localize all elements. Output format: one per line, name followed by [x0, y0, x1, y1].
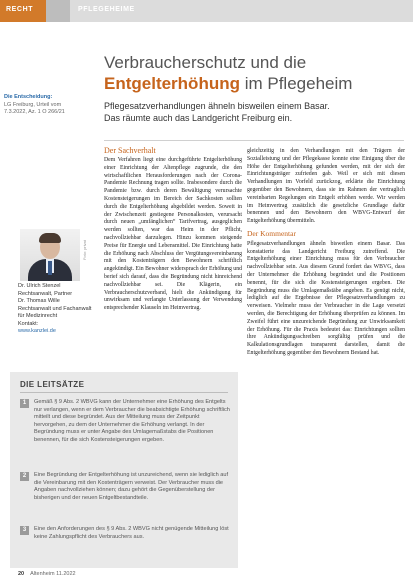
leitsatz-text: Eine Begründung der Entgelterhöhung ist unzureichend, wenn sie lediglich auf die Vereinbarung mit den Kostenträgern verweist. Der Verbraucher muss die Angaben nachvollziehen können; dazu gehört die Gegenüberstellung der bisherigen und der neuen Entgeltbestandteile. — [34, 472, 229, 501]
article-column-1 — [104, 157, 242, 313]
decision-note — [4, 94, 76, 117]
decision-note-body: LG Freiburg, Urteil vom 7.3.2022, Az. 1 O 266/21 — [4, 101, 65, 115]
author-info — [18, 283, 96, 336]
section-tab-divider — [46, 0, 70, 22]
author-contact-label: Kontakt: — [18, 320, 39, 327]
author-photo-hair — [39, 233, 61, 243]
footer-source: Altenheim 11.2022 — [30, 571, 76, 577]
section-heading-sachverhalt: Der Sachverhalt — [104, 146, 156, 155]
headline-accent: Entgelterhöhung — [104, 74, 240, 93]
leitsatz-number: 3 — [20, 526, 29, 535]
page-number: 20 — [18, 571, 25, 577]
page-footer — [18, 571, 76, 577]
divider — [104, 140, 404, 141]
author-contact-link[interactable]: www.kanzlei.de — [18, 328, 56, 334]
section-header-bar — [0, 0, 413, 22]
author-line-2: Rechtsanwalt und Fachanwalt — [18, 305, 92, 312]
leitsatz-number: 1 — [20, 399, 29, 408]
author-line-1: Dr. Thomas Wille — [18, 298, 60, 304]
author-line-3: für Medizinrecht — [18, 313, 58, 319]
leitsatz-text: Eine den Anforderungen des § 9 Abs. 2 WBVG nicht genügende Mitteilung löst keine Zahlungspflicht des Verbrauchers aus. — [34, 526, 229, 540]
section-label-recht: RECHT — [6, 6, 34, 13]
leitsatz-text: Gemäß § 9 Abs. 2 WBVG kann der Unternehmer eine Erhöhung des Entgelts nur verlangen, wenn er dem Verbraucher die beabsichtigte Erhöhung schriftlich mitteilt und diese begründet. Aus der Mitteilung muss der Zeitpunkt hervorgehen, zu dem der Unternehmer die Erhöhung verlangt. In der Begründung muss er unter Angabe des Umlagemaßstabs die Positionen benennen, für die sich Kostensteigerungen ergeben. — [34, 399, 230, 443]
leitsaetze-divider — [20, 392, 228, 393]
headline-line1: Verbraucherschutz und die — [104, 53, 307, 72]
section-heading-kommentar: Der Kommentar — [247, 228, 296, 238]
author-line-0: Rechtsanwalt, Partner — [18, 290, 73, 297]
column-2-text-2: Pflegesatzverhandlungen ähneln bisweilen einem Basar. Das konstatierte das Landgericht Freiburg zutreffend. Die Entgelterhöhung einer Einrichtung muss für den Verbraucher nachvollziehbar sein. Aus diesem Grund fordert das WBVG, dass der Unternehmer die Erhöhung begründet und die Positionen benennt, für die sich die Kostensteigerungen ergeben. Die Begründung muss die Umlagemaßstäbe angeben. Es genügt nicht, lediglich auf die Ergebnisse der Pflegesatzverhandlungen zu verweisen. Vielmehr muss der Verbraucher in die Lage versetzt werden, die Berechtigung der Erhöhung überprüfen zu können. Im Zweifel führt eine unzureichende Begründung zur Unwirksamkeit der Erhöhung. Für die Praxis bedeutet das: Einrichtungen sollten ihre Ankündigungsschreiben sorgfältig prüfen und die Kalkulationsgrundlagen transparent darstellen, damit die Entgelterhöhung gegenüber den Bewohnern Bestand hat. — [247, 240, 405, 356]
article-column-2 — [247, 148, 405, 358]
article-subhead — [104, 100, 404, 124]
headline-rest: im Pflegeheim — [239, 74, 353, 93]
leitsatz-number: 2 — [20, 472, 29, 481]
subhead-line1: Pflegesatzverhandlungen ähneln bisweilen einem Basar. — [104, 101, 330, 111]
author-name: Dr. Ulrich Stenzel — [18, 283, 61, 289]
column-2-text-1: gleichzeitig in den Verhandlungen mit den Trägern der Sozialleistung und der Pflegekasse konnte eine Einigung über die Höhe der Entgelterhöhung gefunden werden, mit der sich der Einrichtungsträger zufrieden gab. Weil er sich mit diesen Verhandlungen im Vorfeld zurückzog, erklärte die Einrichtung gegenüber den Bewohnern, dass sie im Rahmen der vertraglich vereinbarten Regelungen ein Entgelt erhöhen werde. Wir werden im Heimvertrag zusätzlich die gesetzliche Grundlage dafür benennen und den Bewohnern den WBVG-Entwurf der Entgelterhöhung übermitteln. — [247, 148, 405, 225]
author-photo — [20, 229, 80, 281]
article-headline — [104, 52, 404, 94]
column-1-text: Dem Verfahren liegt eine durchgeführte Entgelterhöhung einer Einrichtung der Altenpflege zugrunde, die den wirtschaftlichen Herausforderungen nach der Corona-Pandemie Rechnung tragen sollte. Insbesondere durch die Pandemie bzw. durch deren Bewältigung verursachte Kostensteigerungen im Bereich der Sachkosten sollten durch die Entgelterhöhung abgebildet werden. Soweit in der Zwischenzeit gestiegene Personalkosten, verursacht durch neuen „umfänglichen“ Tarifvertrag, ausgeglichen werden sollten, war das Heim in der Pflicht, nachvollziehbar darzulegen. Hinzu kommen steigende Preise für Energie und Lebensmittel. Die Einrichtung hatte die Erhöhung nach Abschluss der Vergütungsvereinbarung mit den Kostenträgern den Bewohnern schriftlich angekündigt. Ein Bewohner widersprach der Erhöhung und berief sich darauf, dass die Begründung nicht hinreichend nachvollziehbar sei. Die Klägerin, ein Verbraucherschutzverband, hielt die Ankündigung für unwirksam und verlangte Unterlassung der Verwendung entsprechender Klauseln im Heimvertrag. — [104, 157, 242, 312]
subhead-line2: Das räumte auch das Landgericht Freiburg ein. — [104, 113, 293, 123]
decision-note-title: Die Entscheidung: — [4, 94, 53, 100]
author-photo-tie — [48, 261, 52, 275]
leitsaetze-box — [10, 372, 238, 568]
photo-credit: Foto: privat — [82, 240, 87, 261]
section-label-pflegeheime: PFLEGEHEIME — [78, 6, 135, 13]
leitsaetze-title: DIE LEITSÄTZE — [20, 380, 85, 389]
